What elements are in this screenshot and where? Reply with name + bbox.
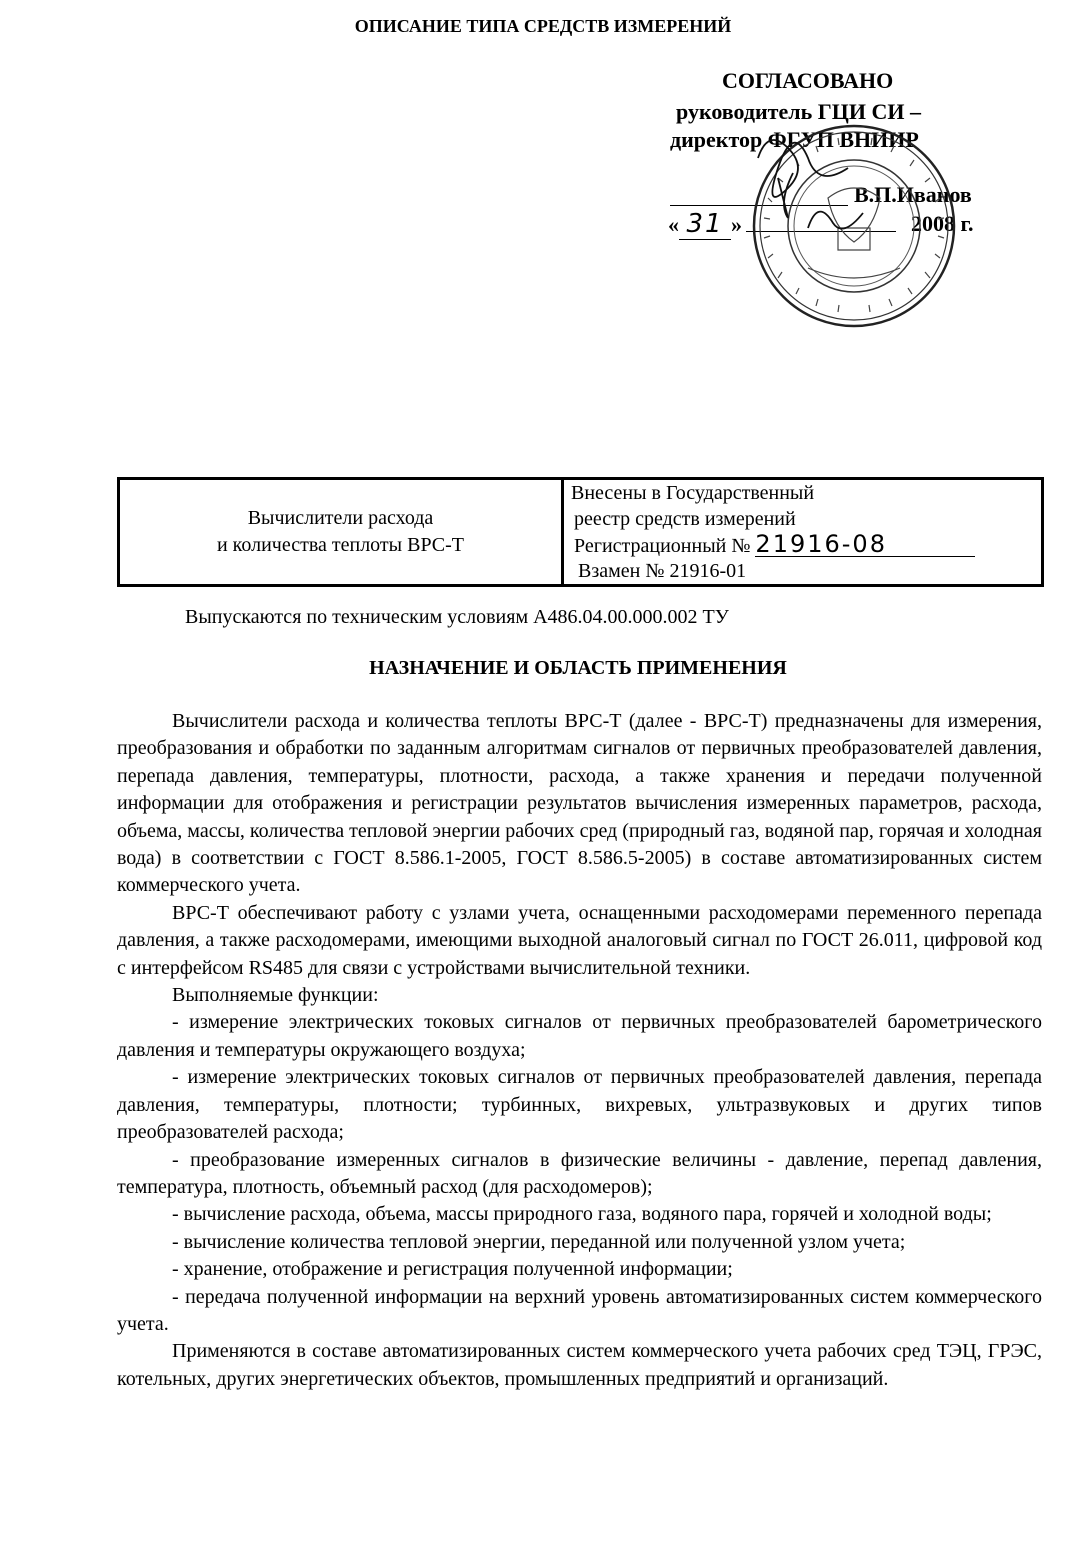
approval-line-1: руководитель ГЦИ СИ – — [676, 99, 921, 124]
function-item: - вычисление количества тепловой энергии, переданной или полученной узлом учета; — [172, 1230, 906, 1253]
device-name-cell — [120, 480, 564, 584]
paragraph-functions-heading: Выполняемые функции: — [172, 984, 379, 1007]
official-stamp-icon — [738, 118, 974, 332]
approval-line-2: директор ФГУП ВНИИР — [670, 127, 919, 152]
replaces-value: 21916-01 — [669, 558, 989, 586]
function-item: - измерение электрических токовых сигналов от первичных преобразователей давления, перепада давления, температуры, плотности; турбинных, вихревых, ультразвуковых и других типов преобразователей расхода; — [117, 1066, 1042, 1144]
function-item: - преобразование измеренных сигналов в физические величины - давление, перепад давления, температура, плотность, объемный расход (для расходомеров); — [117, 1148, 1042, 1198]
paragraph-application: Применяются в составе автоматизированных систем коммерческого учета рабочих сред ТЭЦ, ГРЭС, котельных, других энергетических объектов, промышленных предприятий и организаций. — [117, 1340, 1042, 1390]
registry-entered-line-1: Внесены в Государственный — [571, 482, 815, 504]
date-close-quote: » — [731, 212, 742, 237]
section-body — [117, 708, 1042, 1393]
date-open-quote: « — [668, 212, 679, 237]
registry-entered-line-2: реестр средств измерений — [574, 508, 796, 530]
replaces-label: Взамен № — [578, 560, 665, 582]
registration-number-label: Регистрационный № — [574, 535, 751, 557]
registration-number-value: 21916-08 — [755, 532, 975, 557]
paragraph-purpose: Вычислители расхода и количества теплоты ВРС-Т (далее - ВРС-Т) предназначены для измерения, преобразования и обработки по заданным алгоритмам сигналов от первичных преобразователей давления, перепада давления, температуры, плотности, расхода, а также хранения и передачи полученной информации для отображения и регистрации результатов вычисления измеренных параметров, расхода, объема, массы, количества тепловой энергии рабочих сред (природный газ, водяной пар, горячая и холодная вода) в соответствии с ГОСТ 8.586.1-2005, ГОСТ 8.586.5-2005) в составе автоматизированных систем коммерческого учета. — [117, 710, 1042, 897]
technical-conditions-line: Выпускаются по техническим условиям А486.04.00.000.002 ТУ — [185, 606, 729, 628]
section-title: НАЗНАЧЕНИЕ И ОБЛАСТЬ ПРИМЕНЕНИЯ — [369, 657, 787, 679]
document-title: ОПИСАНИЕ ТИПА СРЕДСТВ ИЗМЕРЕНИЙ — [354, 16, 732, 36]
device-name-line-1: Вычислители расхода — [247, 507, 434, 529]
approval-heading: СОГЛАСОВАНО — [722, 68, 894, 93]
paragraph-compatibility: ВРС-Т обеспечивают работу с узлами учета, оснащенными расходомерами переменного перепада давления, а также расходомерами, имеющими выходной аналоговый сигнал по ГОСТ 26.011, цифровой код с интерфейсом RS485 для связи с устройствами вычислительной техники. — [117, 901, 1042, 979]
function-item: - передача полученной информации на верхний уровень автоматизированных систем коммерческого учета. — [117, 1285, 1042, 1335]
function-item: - вычисление расхода, объема, массы природного газа, водяного пара, горячей и холодной воды; — [172, 1203, 992, 1226]
function-item: - хранение, отображение и регистрация полученной информации; — [172, 1258, 733, 1281]
date-year: 2008 г. — [911, 211, 974, 236]
replaces-row — [578, 558, 989, 586]
registration-number-row — [574, 532, 975, 560]
registry-table — [117, 477, 1044, 587]
date-day: 31 — [679, 209, 731, 240]
function-item: - измерение электрических токовых сигналов от первичных преобразователей барометрического давления и температуры окружающего воздуха; — [117, 1011, 1042, 1061]
registry-info-cell — [564, 480, 1041, 584]
signer-name: В.П.Иванов — [854, 182, 972, 207]
device-name-line-2: и количества теплоты ВРС-Т — [216, 534, 465, 556]
